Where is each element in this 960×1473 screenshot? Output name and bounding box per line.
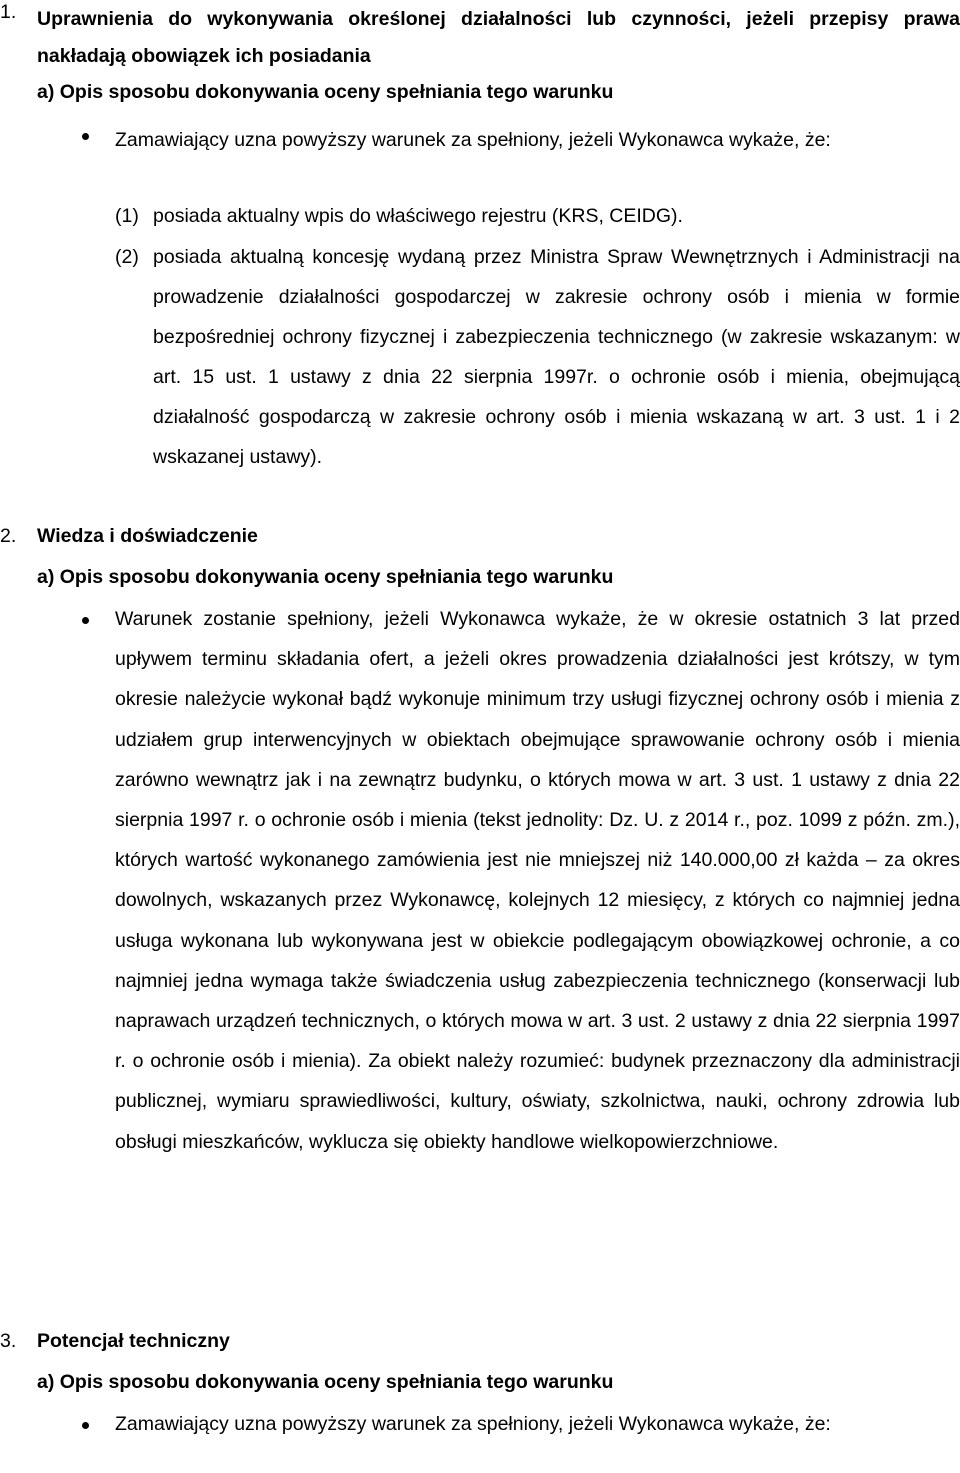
bullet-icon <box>82 617 89 624</box>
section-number: 3. <box>0 1330 17 1352</box>
list-marker: (2) <box>115 246 139 268</box>
criterion-heading: a) Opis sposobu dokonywania oceny spełniania tego warunku <box>37 566 614 588</box>
bullet-icon <box>82 1422 89 1429</box>
list-item: posiada aktualną koncesję wydaną przez Ministra Spraw Wewnętrznych i Administracji na prowadzenie działalności gospodarczej w zakresie ochrony osób i mienia w formie bezpośredniej ochrony fizycznej i zabezpieczenia technicznego (w zakresie wskazanym: w art. 15 ust. 1 ustawy z dnia 22 sierpnia 1997r. o ochronie osób i mienia, obejmującą działalność gospodarczą w zakresie ochrony osób i mienia wskazaną w art. 3 ust. 1 i 2 wskazanej ustawy). <box>153 246 960 468</box>
section-number: 2. <box>0 525 17 547</box>
section-heading: Wiedza i doświadczenie <box>37 525 258 547</box>
criterion-heading: a) Opis sposobu dokonywania oceny spełniania tego warunku <box>37 1371 614 1393</box>
section-number: 1. <box>0 1 17 23</box>
criterion-heading: a) Opis sposobu dokonywania oceny spełniania tego warunku <box>37 81 614 103</box>
bullet-text: Zamawiający uzna powyższy warunek za spełniony, jeżeli Wykonawca wykaże, że: <box>115 129 831 151</box>
bullet-text: Warunek zostanie spełniony, jeżeli Wykonawca wykaże, że w okresie ostatnich 3 lat przed upływem terminu składania ofert, a jeżeli okres prowadzenia działalności jest krótszy, w tym okresie należycie wykonał bądź wykonuje minimum trzy usługi fizycznej ochrony osób i mienia z udziałem grup interwencyjnych w obiektach obejmujące sprawowanie ochrony osób i mienia zarówno wewnątrz jak i na zewnątrz budynku, o których mowa w art. 3 ust. 1 ustawy z dnia 22 sierpnia 1997 r. o ochronie osób i mienia (tekst jednolity: Dz. U. z 2014 r., poz. 1099 z późn. zm.), których wartość wykonanego zamówienia jest nie mniejszej niż 140.000,00 zł każda – za okres dowolnych, wskazanych przez Wykonawcę, kolejnych 12 miesięcy, z których co najmniej jedna usługa wykonana lub wykonywana jest w obiekcie podlegającym obowiązkowej ochronie, a co najmniej jedna wymaga także świadczenia usług zabezpieczenia technicznego (konserwacji lub naprawach urządzeń technicznych, o których mowa w art. 3 ust. 2 ustawy z dnia 22 sierpnia 1997 r. o ochronie osób i mienia). Za obiekt należy rozumieć: budynek przeznaczony dla administracji publicznej, wymiaru sprawiedliwości, kultury, oświaty, szkolnictwa, nauki, ochrony zdrowia lub obsługi mieszkańców, wyklucza się obiekty handlowe wielkopowierzchniowe. <box>115 608 960 1153</box>
bullet-icon <box>82 133 89 140</box>
section-heading: Potencjał techniczny <box>37 1330 230 1352</box>
section-heading: Uprawnienia do wykonywania określonej działalności lub czynności, jeżeli przepisy prawa nakładają obowiązek ich posiadania <box>37 8 960 67</box>
list-marker: (1) <box>115 205 139 227</box>
list-item: posiada aktualny wpis do właściwego rejestru (KRS, CEIDG). <box>153 205 683 227</box>
bullet-text: Zamawiający uzna powyższy warunek za spełniony, jeżeli Wykonawca wykaże, że: <box>115 1413 831 1435</box>
